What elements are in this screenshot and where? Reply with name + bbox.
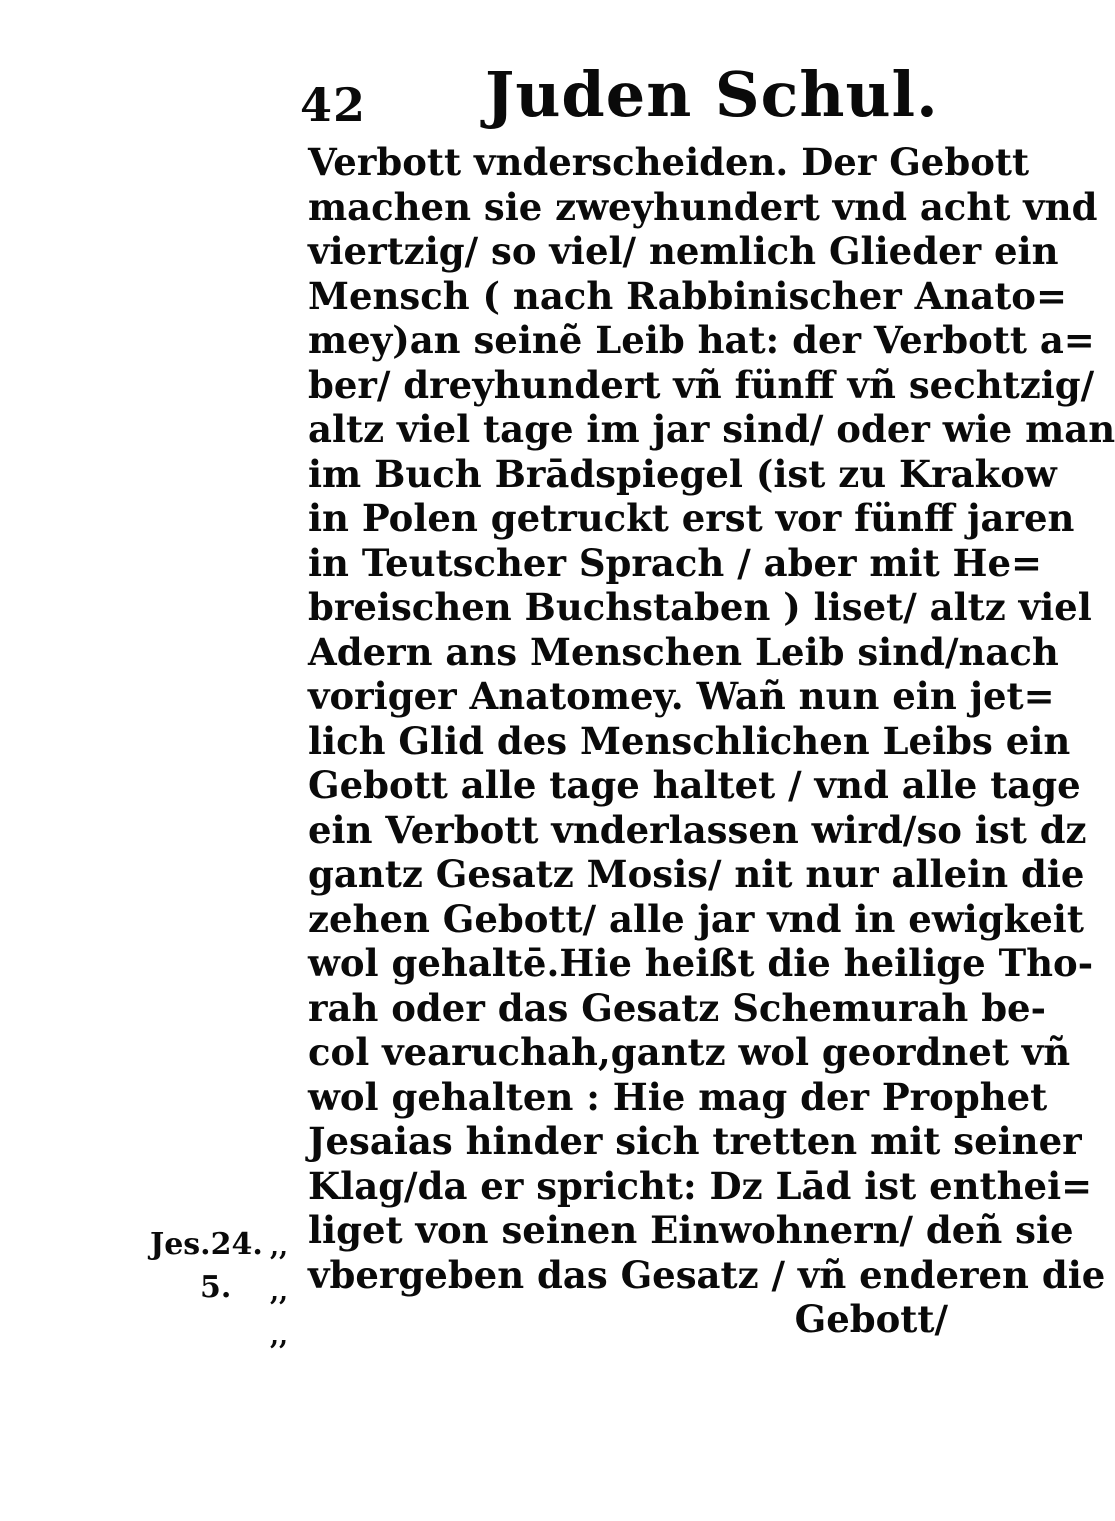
text-line: wol gehalten : Hie mag der Prophet (308, 1074, 1048, 1119)
margin-reference-verse: 5. (200, 1270, 232, 1305)
text-line: machen sie zweyhundert vnd acht vnd (308, 184, 1098, 229)
text-line: voriger Anatomey. Wañ nun ein jet= (308, 674, 1055, 718)
text-line: gantz Gesatz Mosis/ nit nur allein die (308, 852, 1085, 896)
page-header (300, 58, 960, 138)
quotation-mark: ,, (270, 1277, 289, 1307)
quotation-mark: ,, (270, 1232, 289, 1262)
text-line: zehen Gebott/ alle jar vnd in ewigkeit (308, 896, 1084, 941)
margin-reference: Jes.24. (150, 1227, 263, 1262)
text-line: Verbott vnderscheiden. Der Gebott (308, 140, 1030, 184)
text-line: Adern ans Menschen Leib sind/nach (308, 629, 1059, 674)
text-line: vbergeben das Gesatz / vñ enderen die (308, 1252, 1106, 1297)
page-number: 42 (300, 78, 367, 132)
text-line: viertzig/ so viel/ nemlich Glieder ein (308, 229, 1059, 273)
text-line: Klag/da er spricht: Dz Lād ist enthei= (308, 1163, 1093, 1208)
text-line: Jesaias hinder sich tretten mit seiner (308, 1119, 1082, 1163)
text-line: im Buch Brādspiegel (ist zu Krakow (308, 451, 1057, 496)
body-text (308, 140, 1115, 1342)
text-line: Gebott alle tage haltet / vnd alle tage (308, 763, 1081, 807)
text-line: in Polen getruckt erst vor fünff jaren (308, 496, 1075, 540)
catchword: Gebott/ (794, 1297, 948, 1341)
text-line: wol gehaltē.Hie heißt die heilige Tho- (308, 941, 1094, 985)
text-line: rah oder das Gesatz Schemurah be- (308, 985, 1046, 1030)
text-line: breischen Buchstaben ) liset/ altz viel (308, 585, 1092, 629)
running-title: Juden Schul. (485, 58, 939, 131)
text-line: in Teutscher Sprach / aber mit He= (308, 540, 1043, 585)
text-line: liget von seinen Einwohnern/ deñ sie (308, 1208, 1074, 1252)
text-line: Mensch ( nach Rabbinischer Anato= (308, 273, 1067, 318)
text-line: ber/ dreyhundert vñ fünff vñ sechtzig/ (308, 362, 1095, 407)
text-line: altz viel tage im jar sind/ oder wie man (308, 407, 1115, 451)
text-line: mey)an seinẽ Leib hat: der Verbott a= (308, 318, 1095, 362)
quotation-mark: ,, (270, 1321, 289, 1351)
text-line: col vearuchah,gantz wol geordnet vñ (308, 1030, 1071, 1074)
text-line: ein Verbott vnderlassen wird/so ist dz (308, 807, 1087, 852)
text-line: lich Glid des Menschlichen Leibs ein (308, 718, 1071, 763)
